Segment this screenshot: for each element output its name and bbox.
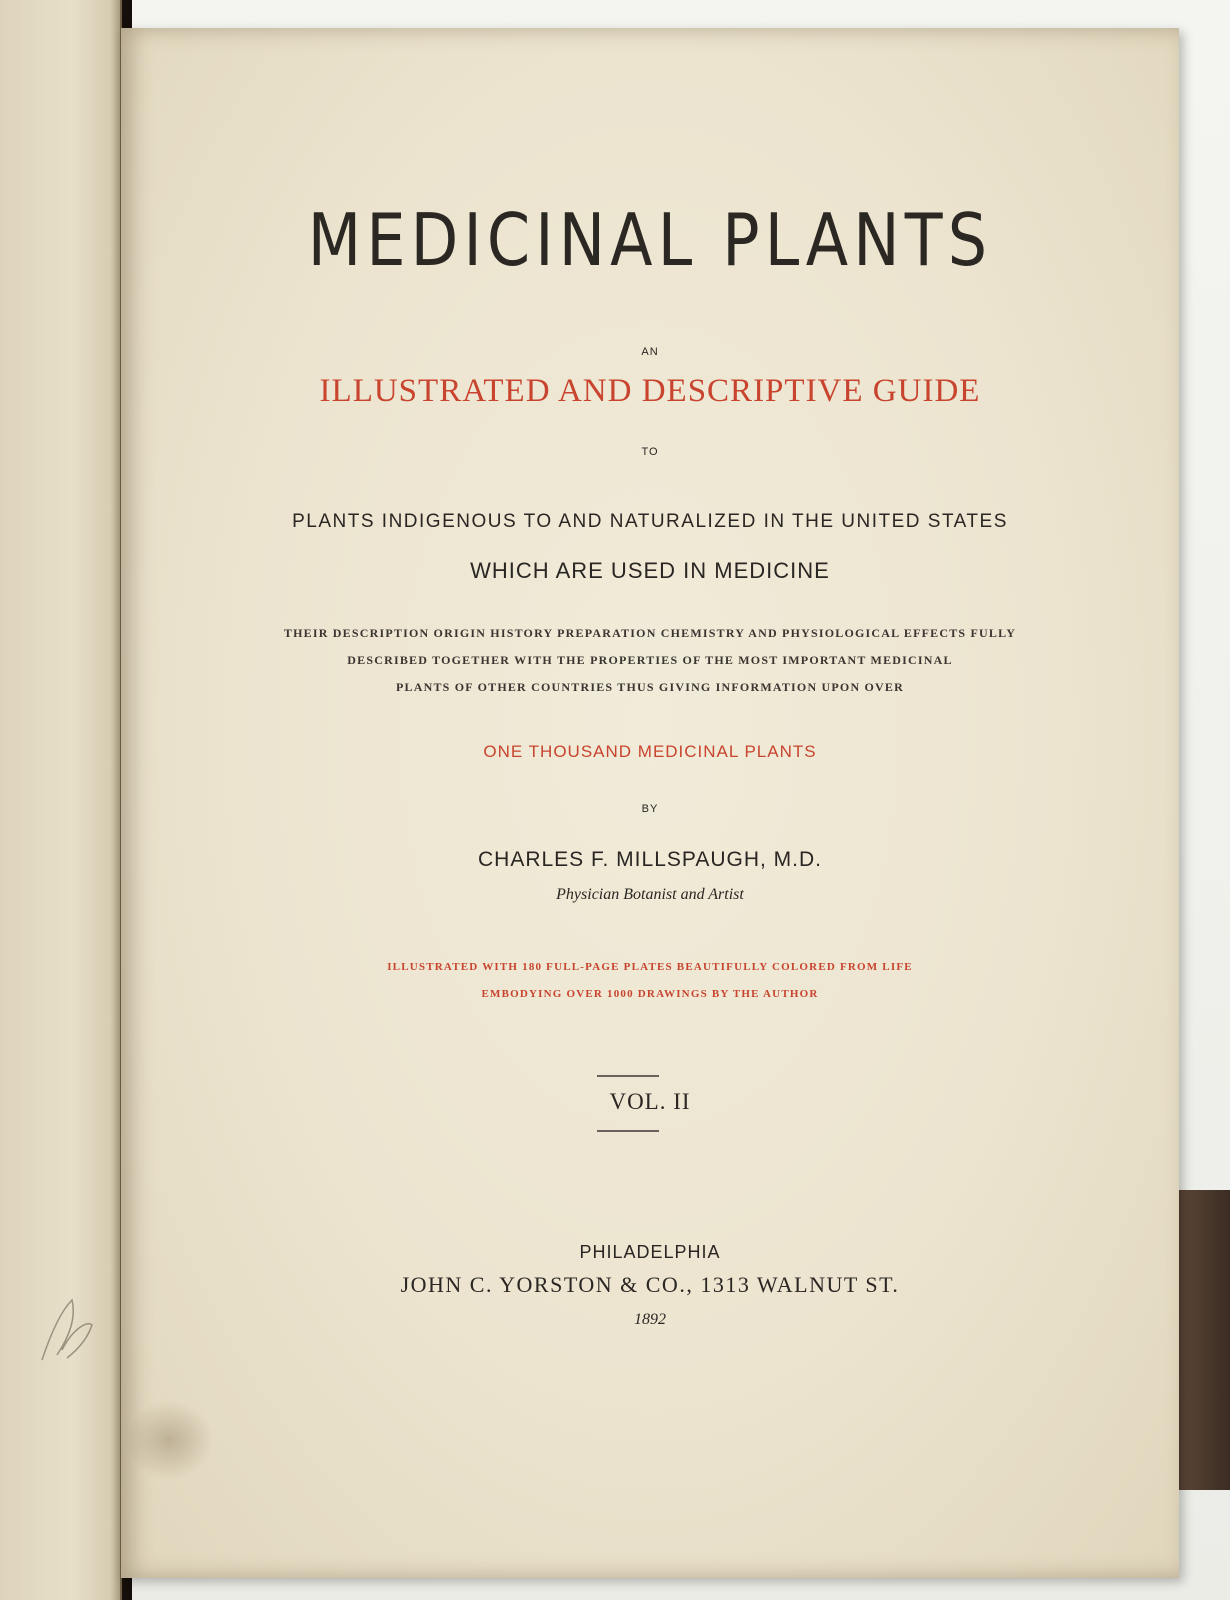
description-line: PLANTS OF OTHER COUNTRIES THUS GIVING INFORMATION UPON OVER	[396, 680, 904, 694]
article-label: AN	[641, 346, 659, 358]
subtitle: ILLUSTRATED AND DESCRIPTIVE GUIDE	[319, 373, 981, 409]
volume-number: VOL. II	[609, 1089, 691, 1114]
paper-stain	[124, 1400, 214, 1480]
author-name: CHARLES F. MILLSPAUGH, M.D.	[477, 848, 822, 871]
description-line: DESCRIBED TOGETHER WITH THE PROPERTIES OF THE MOST IMPORTANT MEDICINAL	[347, 653, 953, 667]
volume-rule-bottom	[597, 1130, 659, 1132]
highlight-line: ONE THOUSAND MEDICINAL PLANTS	[483, 742, 817, 761]
topic-line-2: WHICH ARE USED IN MEDICINE	[470, 558, 830, 583]
book-title: MEDICINAL PLANTS	[307, 198, 993, 282]
publisher: JOHN C. YORSTON & CO., 1313 WALNUT ST.	[400, 1272, 900, 1297]
title-page	[121, 28, 1179, 1578]
publication-year: 1892	[634, 1311, 666, 1328]
author-role: Physician Botanist and Artist	[556, 886, 744, 903]
illustration-line: ILLUSTRATED WITH 180 FULL-PAGE PLATES BEAUTIFULLY COLORED FROM LIFE	[387, 961, 913, 973]
to-label: TO	[641, 446, 659, 458]
volume-rule-top	[597, 1075, 659, 1077]
publication-city: PHILADELPHIA	[579, 1242, 721, 1262]
topic-line-1: PLANTS INDIGENOUS TO AND NATURALIZED IN THE UNITED STATES	[292, 511, 1008, 532]
description-line: THEIR DESCRIPTION ORIGIN HISTORY PREPARATION CHEMISTRY AND PHYSIOLOGICAL EFFECTS FULLY	[283, 626, 1017, 640]
illustration-line: EMBODYING OVER 1000 DRAWINGS BY THE AUTHOR	[481, 988, 819, 1000]
by-label: BY	[641, 803, 659, 815]
pencil-mark-icon	[32, 1280, 102, 1380]
flyleaf-page	[0, 0, 122, 1600]
